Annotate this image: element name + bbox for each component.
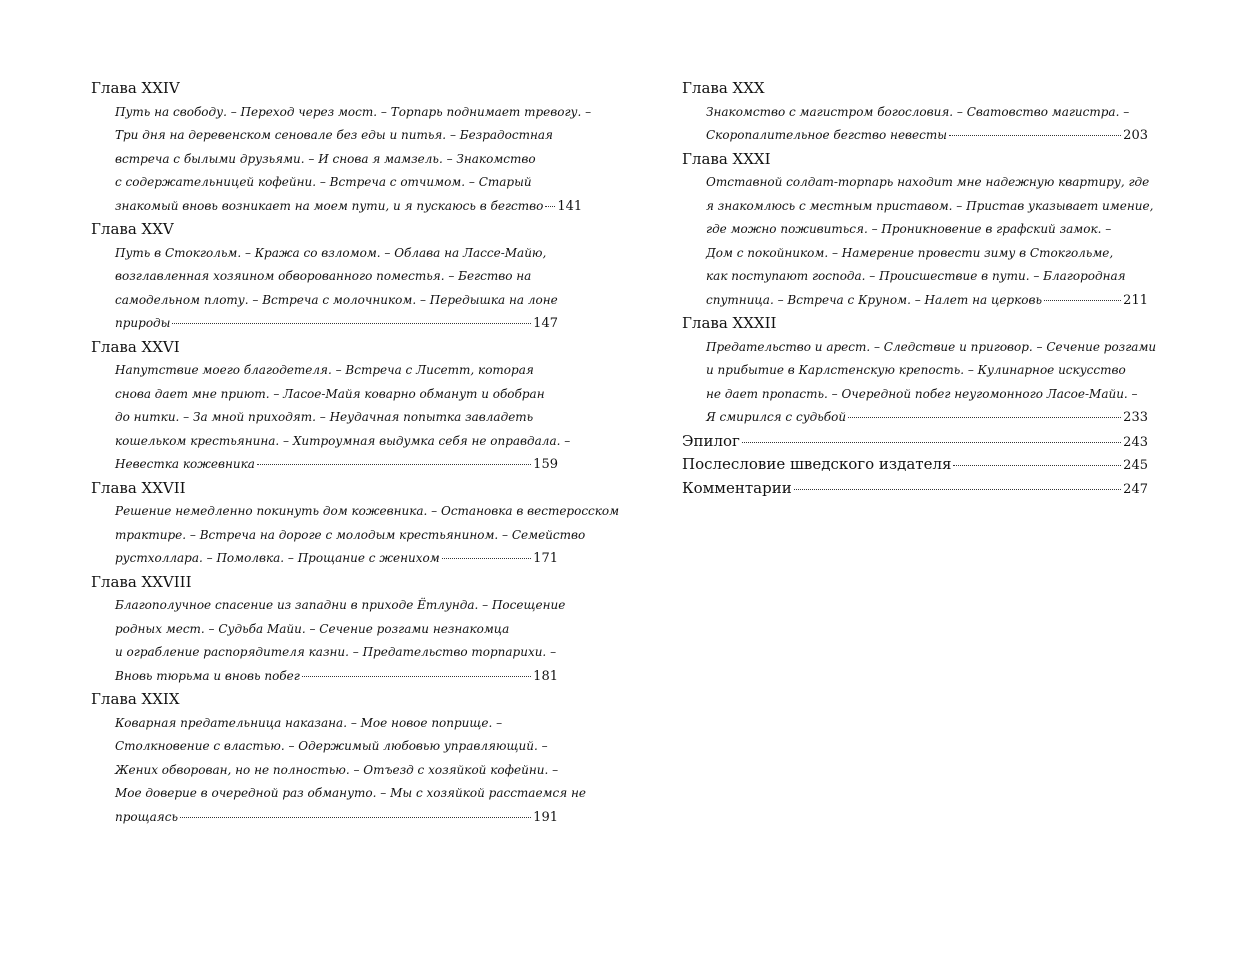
page-number: 233 bbox=[1123, 410, 1148, 425]
toc-right-column bbox=[682, 77, 1157, 500]
summary-line: Коварная предательница наказана. – Мое новое поприще. – bbox=[115, 715, 503, 730]
dot-leader bbox=[848, 417, 1121, 418]
summary-text: природы bbox=[115, 316, 171, 330]
summary-line: Отставной солдат-торпарь находит мне надежную квартиру, где bbox=[706, 175, 1150, 189]
chapter-entry bbox=[682, 312, 1157, 430]
summary-last-line bbox=[115, 806, 558, 830]
chapter-summary bbox=[115, 359, 571, 477]
summary-text: Вновь тюрьма и вновь побег bbox=[115, 668, 300, 683]
summary-last-line bbox=[115, 665, 558, 689]
summary-line: с содержательницей кофейни. – Встреча с отчимом. – Старый bbox=[115, 175, 532, 189]
page-number: 181 bbox=[533, 668, 558, 684]
summary-last-line bbox=[115, 453, 558, 477]
summary-text: прощаясь bbox=[115, 809, 178, 824]
dot-leader bbox=[545, 206, 555, 207]
toc-entry bbox=[682, 477, 1148, 501]
dot-leader bbox=[742, 442, 1121, 443]
toc-left-column bbox=[91, 77, 620, 829]
page-number: 171 bbox=[533, 551, 558, 566]
summary-line: снова дает мне приют. – Ласое-Майя коварно обманут и обобран bbox=[115, 386, 545, 401]
page-number: 211 bbox=[1123, 292, 1148, 308]
summary-line: Мое доверие в очередной раз обмануто. – Мы с хозяйкой расстаемся не bbox=[115, 786, 586, 800]
chapter-summary bbox=[115, 242, 558, 336]
toc-entry bbox=[682, 453, 1148, 477]
dot-leader bbox=[1044, 300, 1121, 301]
summary-line: Решение немедленно покинуть дом кожевника. – Остановка в вестеросском bbox=[115, 504, 620, 518]
dot-leader bbox=[172, 323, 531, 324]
summary-last-line bbox=[706, 406, 1148, 430]
page-number: 245 bbox=[1123, 458, 1148, 473]
toc-entry-title: Комментарии bbox=[682, 478, 792, 497]
page-number: 141 bbox=[557, 198, 583, 214]
summary-last-line bbox=[115, 547, 558, 571]
summary-line: Предательство и арест. – Следствие и приговор. – Сечение розгами bbox=[706, 339, 1157, 354]
summary-line: трактире. – Встреча на дороге с молодым крестьянином. – Семейство bbox=[115, 527, 586, 542]
summary-line: и прибытие в Карлстенскую крепость. – Кулинарное искусство bbox=[706, 363, 1126, 377]
chapter-title: Глава XXV bbox=[91, 220, 174, 238]
summary-last-line bbox=[706, 289, 1148, 313]
dot-leader bbox=[953, 465, 1121, 466]
chapter-entry bbox=[91, 77, 592, 218]
toc-entry-title: Послесловие шведского издателя bbox=[682, 455, 952, 473]
summary-last-line bbox=[115, 312, 558, 336]
page-number: 203 bbox=[1123, 128, 1148, 143]
summary-line: где можно поживиться. – Проникновение в графский замок. – bbox=[706, 222, 1112, 236]
summary-line: кошельком крестьянина. – Хитроумная выдумка себя не оправдала. – bbox=[115, 433, 571, 448]
summary-line: и ограбление распорядителя казни. – Предательство торпарихи. – bbox=[115, 645, 557, 659]
summary-line: возглавленная хозяином обворованного поместья. – Бегство на bbox=[115, 269, 532, 283]
chapter-title: Глава XXIX bbox=[91, 690, 180, 708]
chapter-summary bbox=[115, 594, 566, 688]
chapter-title: Глава XXXII bbox=[682, 314, 777, 332]
chapter-entry bbox=[91, 218, 558, 336]
page-number: 247 bbox=[1123, 481, 1148, 497]
chapter-summary bbox=[115, 500, 620, 571]
chapter-title: Глава XXIV bbox=[91, 79, 180, 97]
chapter-entry bbox=[682, 77, 1148, 148]
summary-line: Дом с покойником. – Намерение провести зиму в Стокгольме, bbox=[706, 245, 1114, 260]
chapter-entry bbox=[91, 336, 571, 477]
page-number: 243 bbox=[1123, 434, 1148, 450]
chapter-entry bbox=[91, 477, 620, 571]
page-number: 147 bbox=[533, 316, 558, 331]
dot-leader bbox=[949, 135, 1121, 136]
chapter-summary bbox=[706, 336, 1157, 430]
summary-line: Напутствие моего благодетеля. – Встреча с Лисетт, которая bbox=[115, 363, 534, 377]
summary-line: не дает пропасть. – Очередной побег неугомонного Ласое-Майи. – bbox=[706, 386, 1138, 401]
dot-leader bbox=[794, 489, 1121, 490]
summary-line: встреча с былыми друзьями. – И снова я мамзель. – Знакомство bbox=[115, 151, 536, 166]
dot-leader bbox=[180, 817, 531, 818]
summary-line: Благополучное спасение из западни в приходе Ётлунда. – Посещение bbox=[115, 598, 566, 612]
summary-last-line bbox=[115, 195, 583, 219]
page-number: 159 bbox=[533, 457, 558, 472]
chapter-title: Глава XXVII bbox=[91, 478, 186, 497]
chapter-title: Глава XXVIII bbox=[91, 572, 192, 591]
dot-leader bbox=[442, 558, 532, 559]
summary-text: знакомый вновь возникает на моем пути, и я пускаюсь в бегство bbox=[115, 198, 544, 213]
summary-text: спутница. – Встреча с Круном. – Налет на церковь bbox=[706, 292, 1043, 307]
chapter-summary bbox=[706, 171, 1154, 312]
summary-line: Жених обворован, но не полностью. – Отъезд с хозяйкой кофейни. – bbox=[115, 762, 559, 777]
chapter-title: Глава XXX bbox=[682, 79, 765, 97]
toc-entry-title: Эпилог bbox=[682, 431, 740, 450]
summary-line: до нитки. – За мной приходят. – Неудачная попытка завладеть bbox=[115, 410, 534, 424]
summary-line: Знакомство с магистром богословия. – Сватовство магистра. – bbox=[706, 104, 1130, 119]
summary-text: Я смирился с судьбой bbox=[706, 410, 847, 424]
chapter-entry bbox=[682, 148, 1154, 313]
summary-line: как поступают господа. – Происшествие в пути. – Благородная bbox=[706, 269, 1126, 283]
summary-text: Невестка кожевника bbox=[115, 457, 255, 471]
summary-text: рустхоллара. – Помолвка. – Прощание с женихом bbox=[115, 551, 440, 565]
chapter-title: Глава XXXI bbox=[682, 149, 771, 168]
summary-line: Три дня на деревенском сеновале без еды и питья. – Безрадостная bbox=[115, 128, 553, 142]
summary-line: Путь в Стокгольм. – Кража со взломом. – Облава на Лассе-Майю, bbox=[115, 245, 547, 260]
summary-line: Столкновение с властью. – Одержимый любовью управляющий. – bbox=[115, 739, 548, 753]
chapter-summary bbox=[115, 101, 592, 219]
toc-entry bbox=[682, 430, 1148, 454]
summary-text: Скоропалительное бегство невесты bbox=[706, 128, 948, 142]
dot-leader bbox=[257, 464, 531, 465]
summary-line: самодельном плоту. – Встреча с молочником. – Передышка на лоне bbox=[115, 292, 558, 307]
summary-line: Путь на свободу. – Переход через мост. – Торпарь поднимает тревогу. – bbox=[115, 104, 592, 119]
chapter-title: Глава XXVI bbox=[91, 337, 180, 356]
page-number: 191 bbox=[533, 809, 558, 825]
summary-line: я знакомлюсь с местным приставом. – Пристав указывает имение, bbox=[706, 198, 1154, 213]
chapter-entry bbox=[91, 571, 566, 689]
dot-leader bbox=[302, 676, 531, 677]
chapter-summary bbox=[706, 101, 1148, 148]
summary-last-line bbox=[706, 124, 1148, 148]
chapter-summary bbox=[115, 712, 586, 830]
summary-line: родных мест. – Судьба Майи. – Сечение розгами незнакомца bbox=[115, 621, 510, 636]
chapter-entry bbox=[91, 688, 586, 829]
